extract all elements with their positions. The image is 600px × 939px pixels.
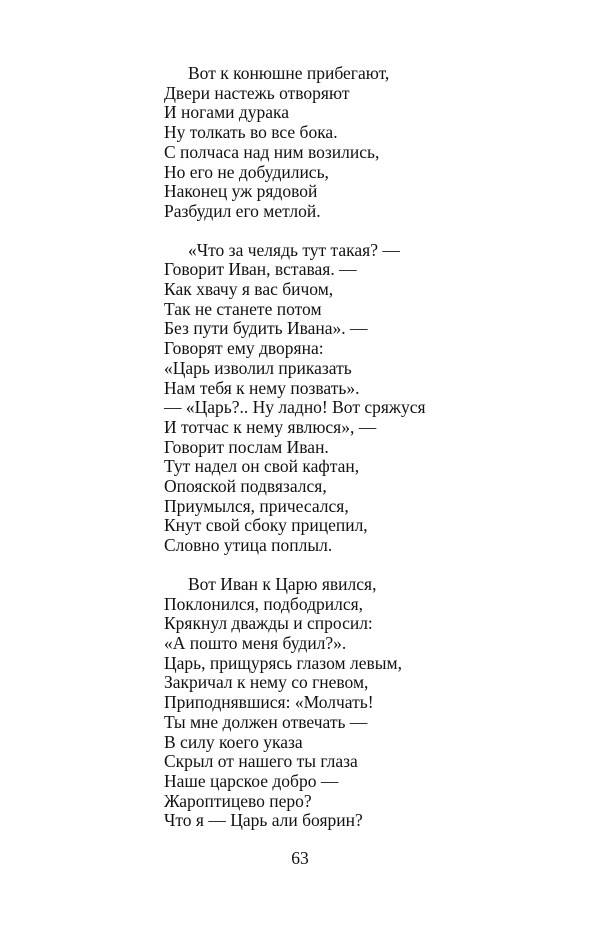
poem-line: «Что за челядь тут такая? — — [188, 239, 400, 260]
poem-line: Наше царское добро — — [164, 770, 339, 791]
poem-line: Приподнявшися: «Молчать! — [164, 692, 374, 713]
stanza-1 — [164, 64, 584, 222]
poem-line: Кнут свой сбоку прицепил, — [164, 515, 368, 536]
poem-line: Но его не добудились, — [164, 161, 329, 182]
poem-line: Тут надел он свой кафтан, — [164, 456, 360, 477]
poem-line: С полчаса над ним возились, — [164, 141, 380, 162]
poem-line: Скрыл от нашего ты глаза — [164, 751, 358, 772]
poem-line: Так не станете потом — [164, 298, 322, 319]
poem-line: Двери настежь отворяют — [164, 82, 350, 103]
poem-line: В силу коего указа — [164, 731, 303, 752]
poem-line: Говорят ему дворяна: — [164, 338, 324, 359]
poem-line: Жароптицево перо? — [164, 790, 312, 811]
poem-line: Закричал к нему со гневом, — [164, 672, 369, 693]
poem-line: Поклонился, подбодрился, — [164, 593, 364, 614]
poem-line: Приумылся, причесался, — [164, 495, 349, 516]
poem-line: — «Царь?.. Ну ладно! Вот сряжуся — [164, 397, 426, 418]
poem-line: Разбудил его метлой. — [164, 200, 321, 221]
page-number: 63 — [291, 848, 309, 868]
stanza-3 — [164, 575, 584, 831]
poem-line: Говорит Иван, вставая. — — [164, 259, 357, 280]
poem-line: Царь, прищурясь глазом левым, — [164, 652, 402, 673]
poem-line: Опояской подвязался, — [164, 476, 327, 497]
poem-line: Что я — Царь али боярин? — [164, 810, 363, 831]
poem-line: Без пути будить Ивана». — — [164, 318, 368, 339]
poem-line: Как хвачу я вас бичом, — [164, 279, 334, 300]
poem-line: Наконец уж рядовой — [164, 181, 318, 202]
poem-line: Вот Иван к Царю явился, — [188, 573, 377, 594]
poem-line: Ты мне должен отвечать — — [164, 711, 368, 732]
poem-line: И ногами дурака — [164, 102, 290, 123]
poem-line: Ну толкать во все бока. — [164, 122, 338, 143]
poem-line: «А пошто меня будил?». — [164, 632, 347, 653]
poem-line: Вот к конюшне прибегают, — [188, 63, 390, 83]
poem-line: Крякнул дважды и спросил: — [164, 613, 373, 634]
poem-line: И тотчас к нему явлюся», — — [164, 416, 377, 437]
stanza-2 — [164, 241, 584, 556]
poem-text — [164, 64, 584, 831]
poem-line: Говорит послам Иван. — [164, 436, 329, 457]
poem-line: Нам тебя к нему позвать». — [164, 377, 360, 398]
poem-line: Словно утица поплыл. — [164, 535, 333, 556]
poem-line: «Царь изволил приказать — [164, 357, 352, 378]
